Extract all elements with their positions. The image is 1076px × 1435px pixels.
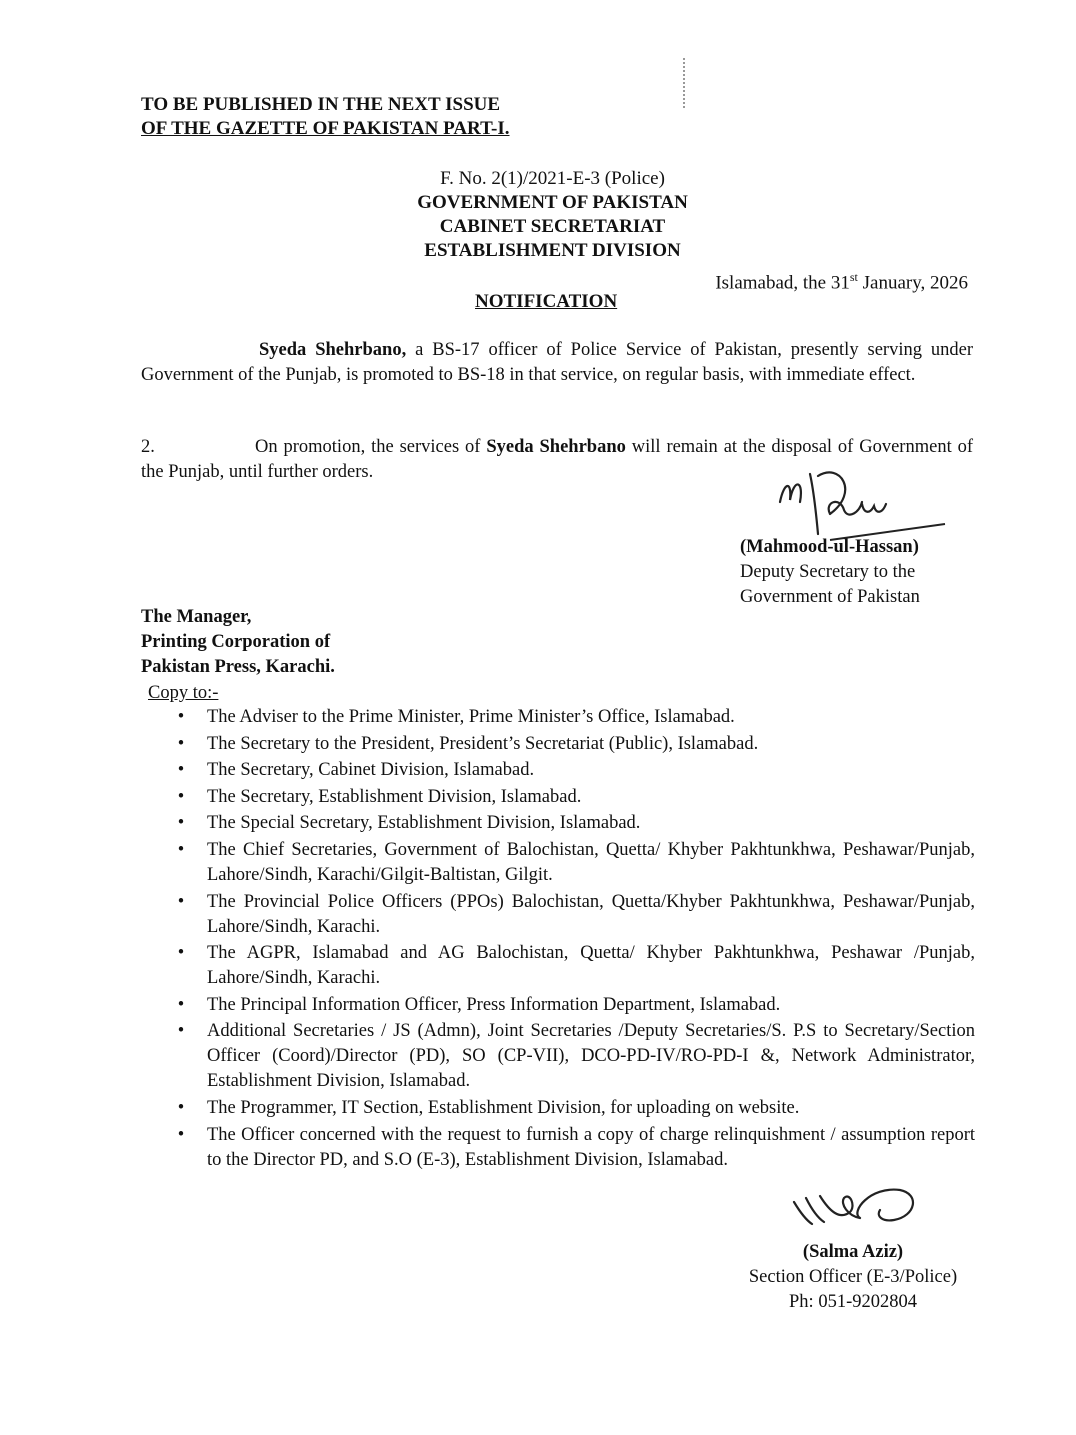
copy-to-item-text: The Provincial Police Officers (PPOs) Balochistan, Quetta/Khyber Pakhtunkhwa, Peshawar/Punjab, Lahore/Sindh, Karachi. <box>207 891 975 937</box>
addressee-line3: Pakistan Press, Karachi. <box>141 657 335 677</box>
copy-to-item-text: The Secretary, Establishment Division, Islamabad. <box>207 786 582 807</box>
bullet-icon: • <box>177 891 185 912</box>
copy-to-item <box>175 941 975 991</box>
copy-to-item <box>175 1019 975 1094</box>
signature-mahmood <box>770 462 960 542</box>
signatory-2-title: Section Officer (E-3/Police) <box>748 1267 958 1287</box>
scan-artifact <box>683 58 691 108</box>
bullet-icon: • <box>177 1097 185 1118</box>
division-name: ESTABLISHMENT DIVISION <box>424 240 681 261</box>
signatory-1-name: (Mahmood-ul-Hassan) <box>740 537 919 557</box>
copy-to-item <box>175 890 975 940</box>
signatory-1-title2: Government of Pakistan <box>740 587 920 607</box>
date-prefix: Islamabad, the 31 <box>715 272 850 294</box>
copy-to-item <box>175 811 975 836</box>
bullet-icon: • <box>177 1124 185 1145</box>
copy-to-item <box>175 732 975 757</box>
bullet-icon: • <box>177 943 185 964</box>
copy-to-item-text: Additional Secretaries / JS (Admn), Joint Secretaries /Deputy Secretaries/S. P.S to Secretary/Section Officer (Coord)/Director (PD), SO (CP-VII), DCO-PD-IV/RO-PD-I &, Network Administrator, Establishment Division, Islamabad. <box>207 1021 975 1092</box>
copy-to-item-text: The Secretary to the President, President’s Secretariat (Public), Islamabad. <box>207 733 759 754</box>
addressee-line1: The Manager, <box>141 607 252 627</box>
officer-name-2: Syeda Shehrbano <box>486 437 626 457</box>
date-suffix: January, 2026 <box>857 272 968 294</box>
bullet-icon: • <box>177 760 185 781</box>
paragraph-number: 2. <box>141 437 155 457</box>
bullet-icon: • <box>177 733 185 754</box>
letterhead <box>350 167 755 263</box>
bullet-icon: • <box>177 1021 185 1042</box>
notification-title: NOTIFICATION <box>475 291 618 312</box>
signatory-1-block <box>740 535 920 610</box>
copy-to-list <box>175 705 975 1174</box>
copy-to-item <box>175 785 975 810</box>
copy-to-item <box>175 838 975 888</box>
gazette-header-line2: OF THE GAZETTE OF PAKISTAN PART-I. <box>141 118 510 139</box>
gazette-header <box>141 93 510 141</box>
signatory-2-block <box>728 1240 978 1315</box>
addressee-block <box>141 605 335 680</box>
govt-name: GOVERNMENT OF PAKISTAN <box>417 192 688 213</box>
bullet-icon: • <box>177 707 185 727</box>
addressee-line2: Printing Corporation of <box>141 632 331 652</box>
paragraph-2-text-a: On promotion, the services of <box>255 437 487 457</box>
bullet-icon: • <box>177 813 185 834</box>
officer-name: Syeda Shehrbano, <box>259 340 407 360</box>
copy-to-item-text: The Secretary, Cabinet Division, Islamabad. <box>207 760 535 781</box>
signature-salma <box>790 1182 930 1242</box>
copy-to-item-text: The Principal Information Officer, Press Information Department, Islamabad. <box>207 994 781 1015</box>
secretariat-name: CABINET SECRETARIAT <box>439 216 666 237</box>
paragraph-1 <box>141 338 973 388</box>
copy-to-item <box>175 758 975 783</box>
copy-to-item-text: The Special Secretary, Establishment Division, Islamabad. <box>207 813 641 834</box>
bullet-icon: • <box>177 994 185 1015</box>
signatory-2-phone: Ph: 051-9202804 <box>789 1292 917 1312</box>
copy-to-item-text: The Adviser to the Prime Minister, Prime Minister’s Office, Islamabad. <box>207 707 735 727</box>
paragraph-2-text-b: will remain at the disposal of Government of the Punjab, until further orders. <box>141 437 973 482</box>
bullet-icon: • <box>177 786 185 807</box>
date-sup: st <box>849 270 858 284</box>
copy-to-item <box>175 1123 975 1173</box>
paragraph-1-text: a BS-17 officer of Police Service of Pakistan, presently serving under Government of the Punjab, is promoted to BS-18 in that service, on regular basis, with immediate effect. <box>141 340 973 385</box>
copy-to-item-text: The Chief Secretaries, Government of Balochistan, Quetta/ Khyber Pakhtunkhwa, Peshawar/Punjab, Lahore/Sindh, Karachi/Gilgit-Baltistan, Gilgit. <box>207 839 975 885</box>
copy-to-item <box>175 993 975 1018</box>
dateline <box>715 265 968 295</box>
copy-to-label: Copy to:- <box>148 683 219 703</box>
signatory-1-title1: Deputy Secretary to the <box>740 562 916 582</box>
copy-to-item-text: The Programmer, IT Section, Establishment Division, for uploading on website. <box>207 1097 800 1118</box>
copy-to-item-text: The Officer concerned with the request to furnish a copy of charge relinquishment / assumption report to the Director PD, and S.O (E-3), Establishment Division, Islamabad. <box>207 1124 975 1170</box>
copy-to-item <box>175 705 975 730</box>
signatory-2-name: (Salma Aziz) <box>802 1242 904 1262</box>
bullet-icon: • <box>177 839 185 860</box>
gazette-header-line1: TO BE PUBLISHED IN THE NEXT ISSUE <box>141 94 501 115</box>
copy-to-item-text: The AGPR, Islamabad and AG Balochistan, Quetta/ Khyber Pakhtunkhwa, Peshawar /Punjab, Lahore/Sindh, Karachi. <box>207 943 975 989</box>
file-number: F. No. 2(1)/2021-E-3 (Police) <box>440 168 665 189</box>
copy-to-item <box>175 1096 975 1121</box>
